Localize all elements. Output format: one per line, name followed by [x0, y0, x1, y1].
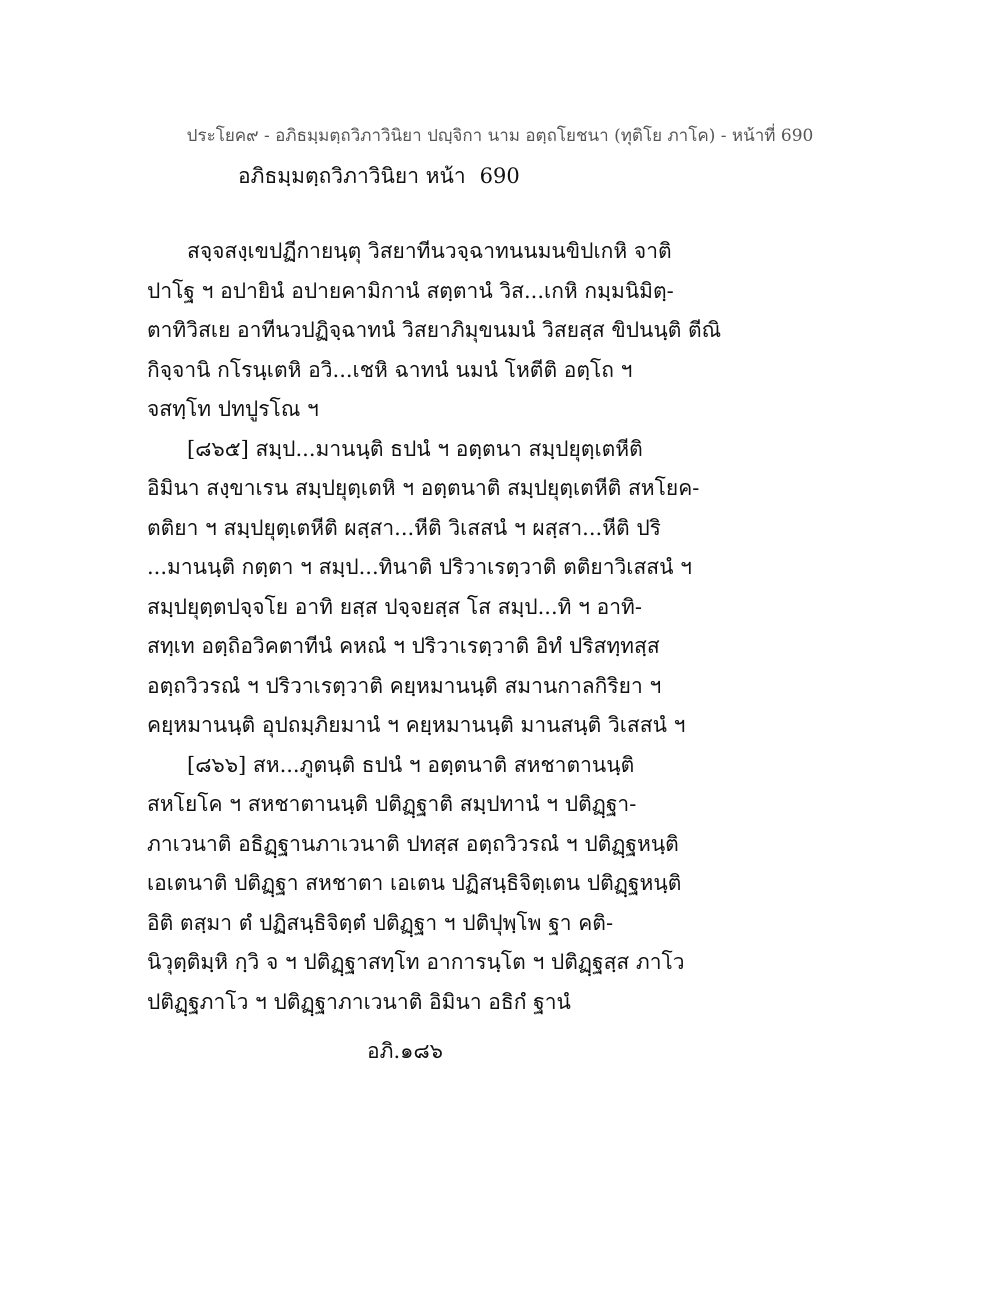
- text-line: คยฺหมานนฺติ อุปถมฺภิยมานํ ฯ คยฺหมานนฺติ มานสนฺติ วิเสสนํ ฯ: [147, 713, 686, 737]
- text-line: [๘๖๖] สห...ภูตนฺติ ธปนํ ฯ อตฺตนาติ สหชาตานนฺติ: [187, 752, 635, 777]
- footer-reference: อภิ.๑๘๖: [367, 1039, 443, 1063]
- page-title-number: 690: [479, 164, 520, 188]
- text-line: ปาโฐ ฯ อปายินํ อปายคามิกานํ สตฺตานํ วิส...เกหิ กมฺมนิมิตฺ-: [147, 278, 674, 303]
- text-line: สทฺเท อตฺถิอวิคตาทีนํ คหณํ ฯ ปริวาเรตฺวาติ อิทํ ปริสทฺทสฺส: [147, 634, 660, 658]
- text-line: จสทฺโท ปทปูรโณ ฯ: [147, 397, 319, 421]
- text-line: สจฺจสงฺเขปฏีกายนฺตุ วิสยาทีนวจฺฉาทนนมนขิปเกหิ จาติ: [187, 239, 672, 263]
- page-title: [238, 160, 520, 193]
- text-line: นิวุตฺติมฺหิ กฺวิ จ ฯ ปติฏฺฐาสทฺโท อาการนฺโต ฯ ปติฏฺฐสฺส ภาโว: [147, 950, 685, 974]
- text-line: ภาเวนาติ อธิฏฺฐานภาเวนาติ ปทสฺส อตฺถวิวรณํ ฯ ปติฏฺฐหนฺติ: [147, 831, 679, 856]
- text-line: ตติยา ฯ สมฺปยุตฺเตหีติ ผสฺสา...หีติ วิเสสนํ ฯ ผสฺสา...หีติ ปริ: [147, 515, 661, 540]
- text-line: ...มานนฺติ กตฺตา ฯ สมฺป...ทินาติ ปริวาเรตฺวาติ ตติยาวิเสสนํ ฯ: [147, 555, 692, 579]
- running-header: ประโยค๙ - อภิธมฺมตฺถวิภาวินิยา ปญฺจิกา นาม อตฺถโยชนา (ทุติโย ภาโค) - หน้าที่ 690: [186, 126, 814, 146]
- text-line: อิมินา สงฺขาเรน สมฺปยุตฺเตหิ ฯ อตฺตนาติ สมฺปยุตฺเตหีติ สหโยค-: [147, 476, 700, 500]
- page-title-book: อภิธมฺมตฺถวิภาวินิยา หน้า: [238, 164, 466, 188]
- text-line: ปติฏฺฐภาโว ฯ ปติฏฺฐาภาเวนาติ อิมินา อธิกํ ฐานํ: [147, 989, 571, 1014]
- text-line: เอเตนาติ ปติฏฺฐา สหชาตา เอเตน ปฏิสนฺธิจิตฺเตน ปติฏฺฐหนฺติ: [147, 871, 682, 895]
- text-line: ตาทิวิสเย อาทีนวปฏิจฺฉาทนํ วิสยาภิมุขนมนํ วิสยสฺส ขิปนนฺติ ตีณิ: [147, 318, 722, 342]
- text-line: สหโยโค ฯ สหชาตานนฺติ ปติฏฺฐาติ สมฺปทานํ ฯ ปติฏฺฐา-: [147, 792, 637, 816]
- text-line: [๘๖๕] สมฺป...มานนฺติ ธปนํ ฯ อตฺตนา สมฺปยุตฺเตหีติ: [187, 436, 643, 461]
- text-line: สมฺปยุตฺตปจฺจโย อาทิ ยสฺส ปจฺจยสฺส โส สมฺป...ทิ ฯ อาทิ-: [147, 594, 642, 619]
- text-line: กิจฺจานิ กโรนฺเตหิ อวิ...เชหิ ฉาทนํ นมนํ โหตีติ อตฺโถ ฯ: [147, 357, 633, 382]
- body-text: [147, 232, 722, 1022]
- text-line: อตฺถวิวรณํ ฯ ปริวาเรตฺวาติ คยฺหมานนฺติ สมานกาลกิริยา ฯ: [147, 673, 662, 698]
- text-line: อิติ ตสฺมา ตํ ปฏิสนฺธิจิตฺตํ ปติฏฺฐา ฯ ปติปุพฺโพ ฐา คติ-: [147, 910, 614, 935]
